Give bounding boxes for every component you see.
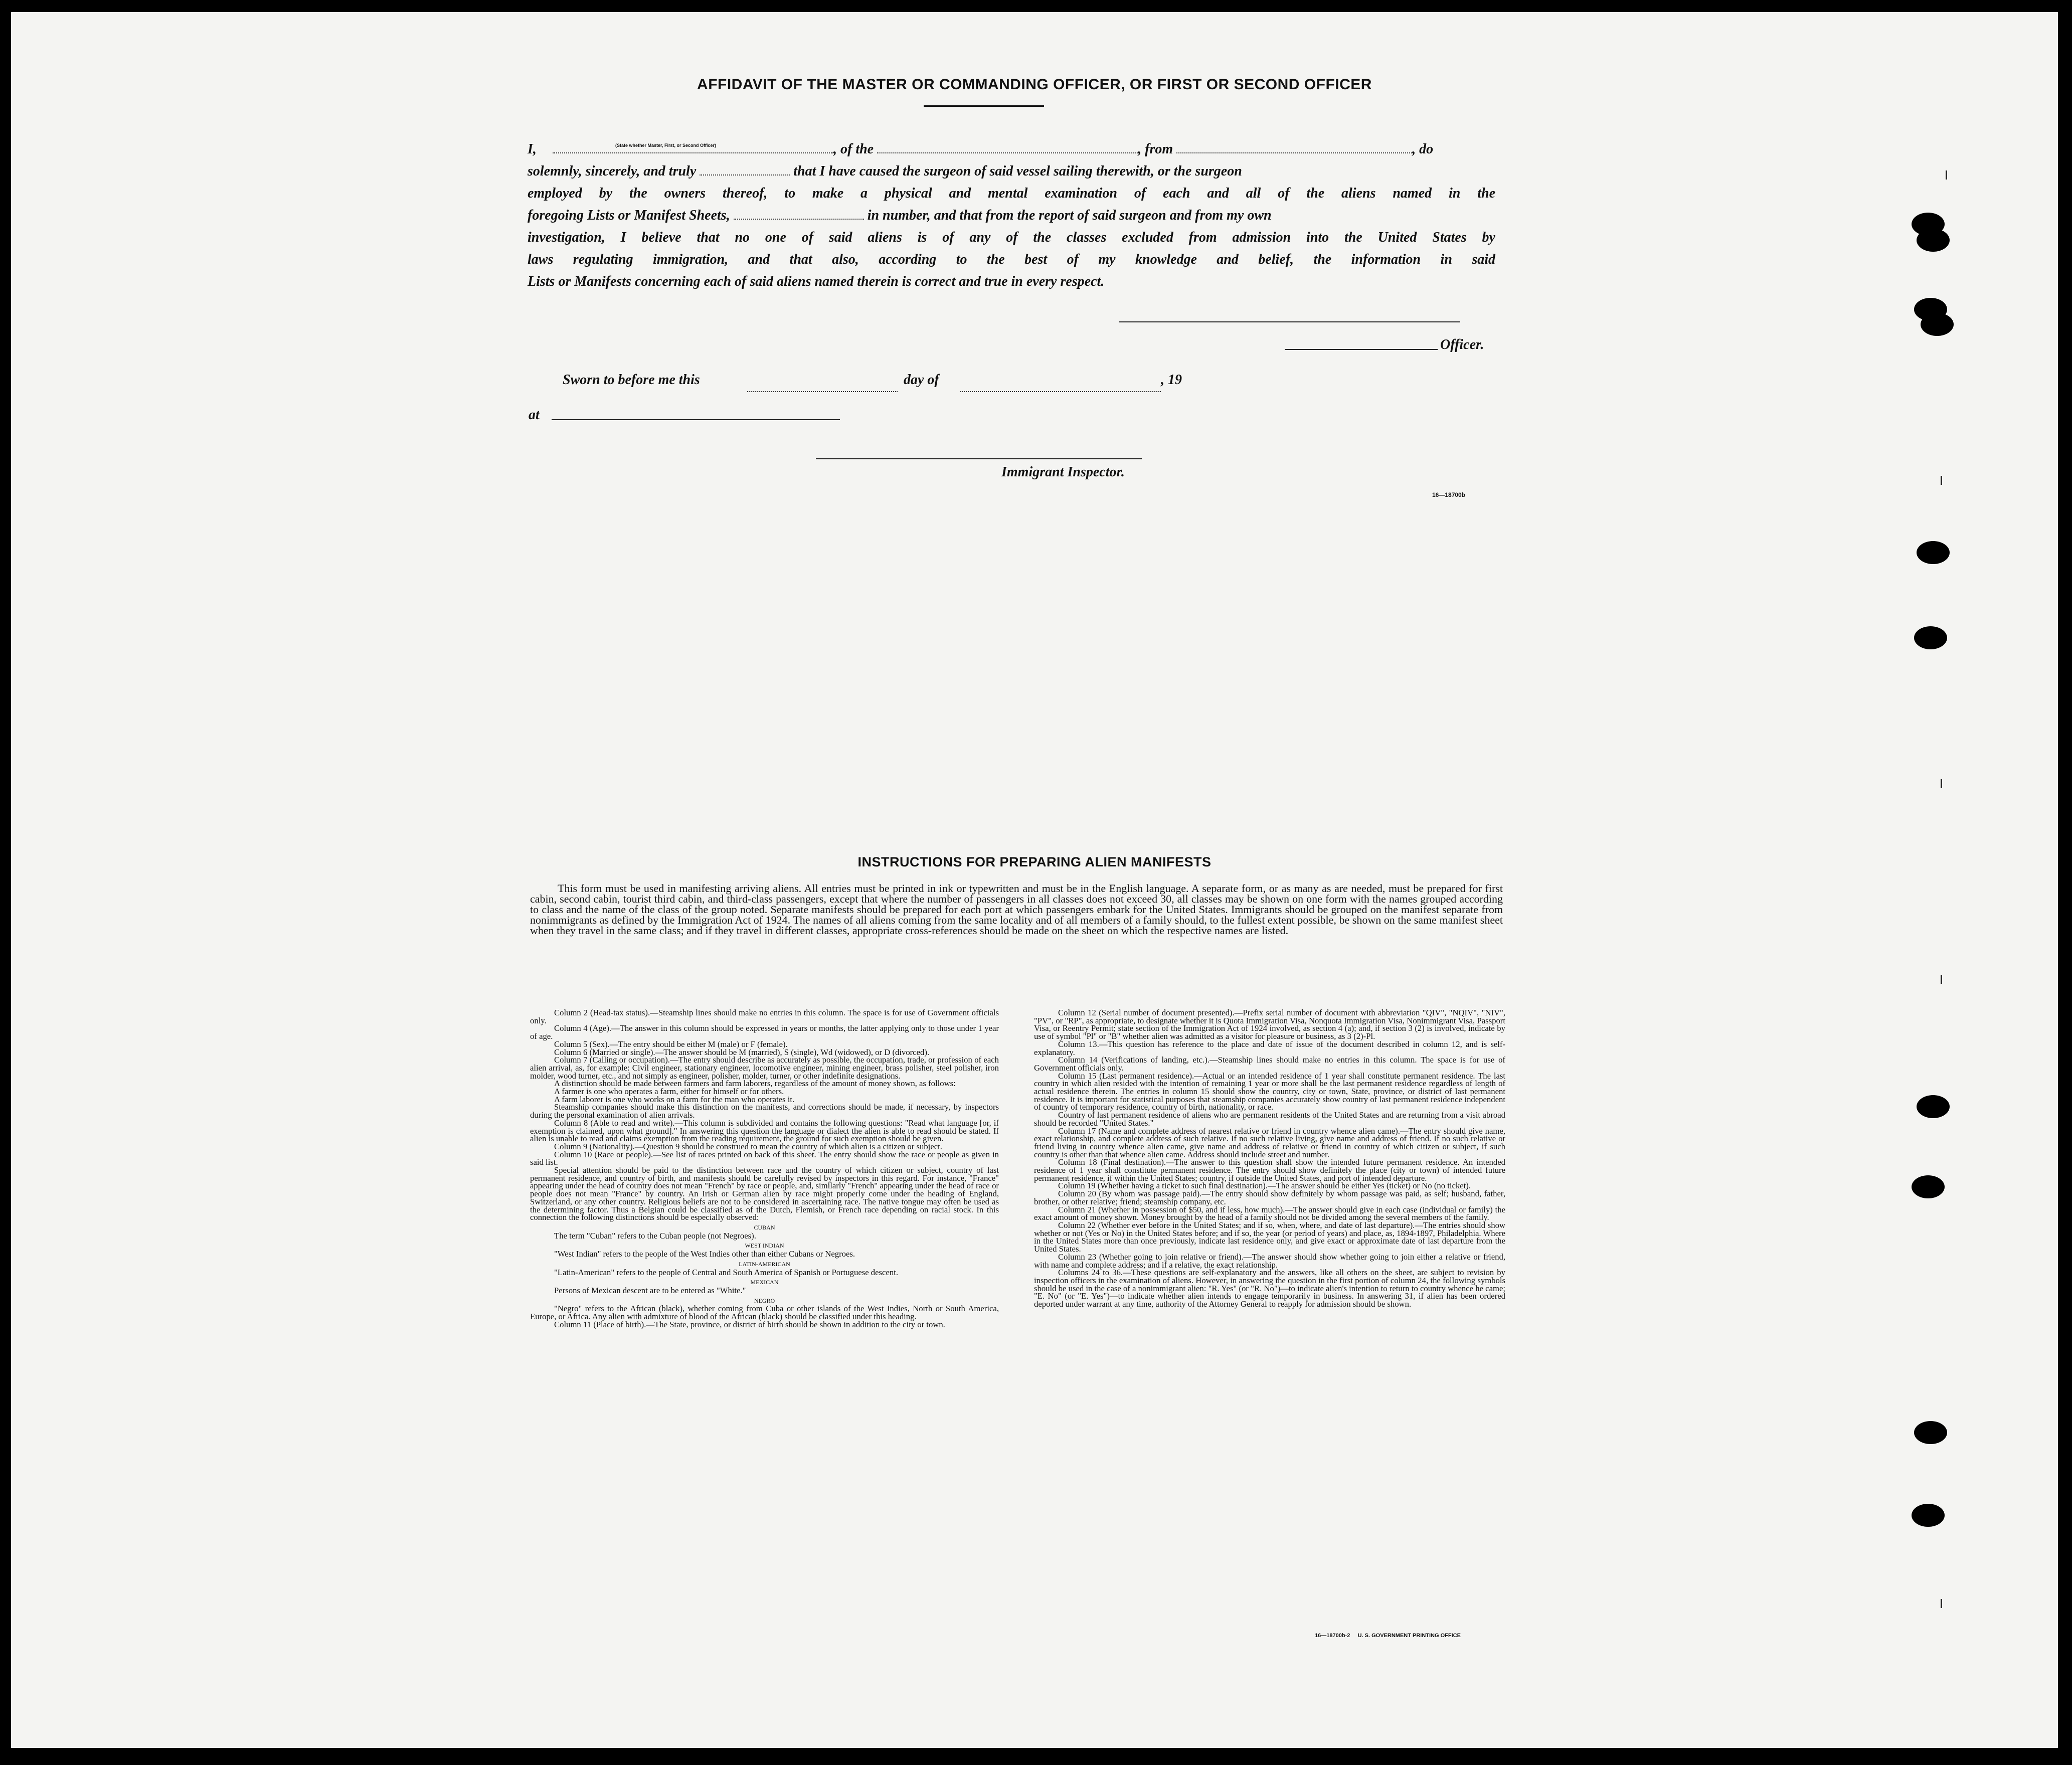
col-paragraph: Column 17 (Name and complete address of nearest relative or friend in country whence alien came).—The entry should give name, exact relationship, and complete address of such relative. If no such relative living, give name and address of friend. If no such relative or friend living in country whence alien came, give name and address of relative or friend in country of which citizen or subject, if such country is other than that whence alien came. Address should include street and number. <box>1034 1126 1505 1159</box>
affidavit-text: , from <box>1138 141 1173 157</box>
punch-hole-icon <box>1917 1095 1950 1118</box>
col-paragraph: Column 4 (Age).—The answer in this column should be expressed in years or months, the latter applying only to those under 1 year of age. <box>530 1023 999 1041</box>
title-divider <box>924 105 1044 107</box>
affidavit-text: , of the <box>833 141 874 157</box>
punch-hole-icon <box>1921 313 1954 336</box>
col-paragraph: Column 20 (By whom was passage paid).—The entry should show definitely by whom passage was paid, as self; husband, father, brother, or other relative; friend; steamship company, etc. <box>1034 1189 1505 1206</box>
sworn-day-blank[interactable] <box>747 383 898 392</box>
officer-rank-note: (State whether Master, First, or Second Officer) <box>615 143 717 148</box>
col-paragraph: Column 10 (Race or people).—See list of races printed on back of this sheet. The entry should show the race or people as given in said list. <box>530 1149 999 1167</box>
edge-mark-icon <box>1946 170 1947 180</box>
col-paragraph: Column 14 (Verifications of landing, etc.).—Steamship lines should make no entries in this column. The space is for use of Government officials only. <box>1034 1055 1505 1073</box>
col-paragraph: Columns 24 to 36.—These questions are self-explanatory and the answers, like all others on the sheet, are subject to revision by inspection officers in the examination of aliens. However, in answering the question in the first portion of column 24, the following symbols should be used in the case of a nonimmigrant alien: "R. Yes" (or "R. No")—to indicate alien's intention to return to country whence he came; "E. No" (or "E. Yes")—to indicate whether alien intends to engage temporarily in business. In answering 31, if alien has been ordered deported under warrant at any time, authority of the Attorney General to reapply for admission should be shown. <box>1034 1268 1505 1309</box>
punch-hole-icon <box>1917 229 1950 252</box>
edge-mark-icon <box>1941 779 1942 788</box>
day-of-label: day of <box>904 372 939 388</box>
affidavit-line-4 <box>528 205 1495 227</box>
col-paragraph: Column 21 (Whether in possession of $50, and if less, how much).—The answer should give in each case (individual or family) the exact amount of money shown. Money brought by the head of a family should not be divided among the several members of the family. <box>1034 1204 1505 1222</box>
affidavit-body <box>528 138 1495 293</box>
col-paragraph: Special attention should be paid to the distinction between race and the country of which citizen or subject, country of last permanent residence, and country of birth, and manifests should be carefully revised by inspectors in this regard. For instance, "France" appearing under the head of country does not mean "French" by race or people, and, similarly "French" appearing under the head of race or people does not mean "France" by country. An Irish or German alien by race might properly come under the heading of England, Switzerland, or any other country. Religious beliefs are not to be considered in ascertaining race. The native tongue may often be used as the determining factor. Thus a Belgian could be classified as of the Dutch, Flemish, or French race depending on racial stock. In this connection the following distinctions should be especially observed: <box>530 1165 999 1222</box>
heading-west-indian: WEST INDIAN <box>745 1242 784 1250</box>
col-paragraph: "Negro" refers to the African (black), whether coming from Cuba or other islands of the West Indies, North or South America, Europe, or Africa. Any alien with admixture of blood of the African (black) should be classified under this heading. <box>530 1304 999 1322</box>
affidavit-line-2 <box>528 160 1495 183</box>
edge-mark-icon <box>1941 1599 1942 1608</box>
instructions-intro <box>530 883 1503 936</box>
affidavit-line-7: Lists or Manifests concerning each of said aliens named therein is correct and true in every respect. <box>528 274 1105 289</box>
footer-printing-office: 16—18700b-2 U. S. GOVERNMENT PRINTING OFFICE <box>1315 1633 1461 1639</box>
instructions-title: INSTRUCTIONS FOR PREPARING ALIEN MANIFESTS <box>857 854 1212 869</box>
col-paragraph: Column 5 (Sex).—The entry should be either M (male) or F (female). <box>554 1039 788 1049</box>
heading-mexican: MEXICAN <box>750 1279 779 1286</box>
heading-negro: NEGRO <box>754 1297 775 1304</box>
col-paragraph: Column 19 (Whether having a ticket to such final destination).—The answer should be either Yes (ticket) or No (no ticket). <box>1058 1181 1471 1191</box>
inspector-label: Immigrant Inspector. <box>1001 464 1125 480</box>
punch-hole-icon <box>1912 1175 1945 1198</box>
affidavit-text: solemnly, sincerely, and truly <box>528 163 697 179</box>
affidavit-text: foregoing Lists or Manifest Sheets, <box>528 208 730 223</box>
col-paragraph: Steamship companies should make this distinction on the manifests, and corrections should be made, if necessary, by inspectors during the personal examination of alien arrivals. <box>530 1102 999 1120</box>
punch-hole-icon <box>1917 541 1950 564</box>
inspector-signature-line[interactable] <box>816 458 1142 459</box>
col-paragraph: Column 18 (Final destination).—The answer to this question shall show the intended future permanent residence. An intended residence of 1 year shall constitute permanent residence. The entry should show definitely the place (city or town) of intended future permanent residence, if within the United States; country, if outside the United States, and port of intended departure. <box>1034 1157 1505 1183</box>
col-paragraph: Column 23 (Whether going to join relative or friend).—The answer should show whether going to join either a relative or friend, with name and complete address; and if a relative, the exact relationship. <box>1034 1252 1505 1270</box>
vessel-name-blank[interactable] <box>877 144 1138 153</box>
col-paragraph: Column 12 (Serial number of document presented).—Prefix serial number of document with abbreviation "QIV", "NQIV", "NIV", "PV", or "RP", as appropriate, to designate whether it is Quota Immigration Visa, Nonquota Immigration Visa, Nonimmigrant Visa, Passport Visa, or Reentry Permit; state section of the Immigration Act of 1924 involved, as section 4 (a); and, if section 3 (2) is involved, indicate by use of symbol "Pl" or "B" whether alien was admitted as a visitor for pleasure or business, as 3 (2)-Pl. <box>1034 1008 1505 1041</box>
affidavit-text: , do <box>1412 141 1434 157</box>
heading-cuban: CUBAN <box>754 1223 775 1231</box>
col-paragraph: "Latin-American" refers to the people of Central and South America of Spanish or Portuguese descent. <box>554 1267 899 1277</box>
col-paragraph: Column 8 (Able to read and write).—This column is subdivided and contains the following questions: "Read what language [or, if exemption is claimed, upon what ground]." In answering this question the language or dialect the alien is able to read should be stated. If alien is unable to read and claims exemption from the reading requirement, the ground for such exemption should be given. <box>530 1118 999 1144</box>
col-paragraph: Column 13.—This question has reference to the place and date of issue of the document described in column 12, and is self-explanatory. <box>1034 1039 1505 1057</box>
affidavit-line-1 <box>528 138 1495 160</box>
sworn-label: Sworn to before me this <box>563 372 700 388</box>
affidavit-text: that I have caused the surgeon of said vessel sailing therewith, or the surgeon <box>793 163 1242 179</box>
signature-line[interactable] <box>1119 321 1460 322</box>
sworn-place-line[interactable] <box>552 419 840 420</box>
col-paragraph: Country of last permanent residence of aliens who are permanent residents of the United States and are returning from a visit abroad should be recorded "United States." <box>1034 1110 1505 1128</box>
officer-title-line[interactable] <box>1285 349 1438 350</box>
col-paragraph: Column 2 (Head-tax status).—Steamship lines should make no entries in this column. The space is for use of Government officials only. <box>530 1008 999 1025</box>
affidavit-line-6: laws regulating immigration, and that also, according to the best of my knowledge and belief, the information in said <box>528 252 1495 267</box>
col-paragraph: A farm laborer is one who works on a farm for the man who operates it. <box>554 1094 795 1104</box>
punch-hole-icon <box>1914 626 1947 649</box>
sworn-month-blank[interactable] <box>960 383 1161 392</box>
affidavit-text: I, <box>528 141 537 157</box>
col-paragraph: Column 9 (Nationality).—Question 9 should be construed to mean the country of which alien is a citizen or subject. <box>554 1141 942 1151</box>
year-label: , 19 <box>1161 372 1182 388</box>
at-label: at <box>529 407 540 423</box>
col-paragraph: A farmer is one who operates a farm, either for himself or for others. <box>554 1087 784 1097</box>
affidavit-text: in number, and that from the report of said surgeon and from my own <box>867 208 1272 223</box>
heading-latin-american: LATIN-AMERICAN <box>739 1260 790 1268</box>
instructions-left-column <box>530 1009 999 1328</box>
sworn-blank[interactable] <box>700 166 790 175</box>
col-paragraph: Column 7 (Calling or occupation).—The entry should describe as accurately as possible, the occupation, trade, or profession of each alien arrival, as, for example: Civil engineer, stationary engineer, locomotive engineer, mining engineer, brass polisher, steel polisher, iron molder, wood turner, etc., and not simply as engineer, polisher, molder, turner, or other indefinite designations. <box>530 1055 999 1081</box>
officer-label: Officer. <box>1440 337 1484 352</box>
edge-mark-icon <box>1941 975 1942 984</box>
edge-mark-icon <box>1941 476 1942 485</box>
col-paragraph: Column 11 (Place of birth).—The State, province, or district of birth should be shown in addition to the city or town. <box>554 1319 945 1329</box>
punch-hole-icon <box>1912 1504 1945 1527</box>
col-paragraph: The term "Cuban" refers to the Cuban people (not Negroes). <box>554 1230 756 1241</box>
manifest-back-sheet <box>11 12 2058 1748</box>
intro-paragraph: This form must be used in manifesting arriving aliens. All entries must be printed in ink or typewritten and must be in the English language. A separate form, or as many as are needed, must be prepared for first cabin, second cabin, tourist third cabin, and third-class passengers, except that where the number of passengers in all classes does not exceed 30, all classes may be shown on one form with the names grouped according to class and the name of the class of the group noted. Separate manifests should be prepared for each port at which passengers embark for the United States. Immigrants should be grouped on the manifest separate from nonimmigrants as defined by the Immigration Act of 1924. The names of all aliens coming from the same locality and of all members of a family should, to the fullest extent possible, be shown on the same manifest sheet when they travel in the same class; and if they travel in different classes, appropriate cross-references should be made on the sheet on which the respective names are listed. <box>530 882 1503 937</box>
instructions-right-column <box>1034 1009 1505 1308</box>
punch-hole-icon <box>1914 1421 1947 1444</box>
col-paragraph: "West Indian" refers to the people of the West Indies other than either Cubans or Negroes. <box>554 1249 855 1259</box>
col-paragraph: A distinction should be made between farmers and farm laborers, regardless of the amount of money shown, as follows: <box>554 1079 956 1089</box>
form-number: 16—18700b <box>1432 491 1466 498</box>
affidavit-line-5: investigation, I believe that no one of said aliens is of any of the classes excluded from admission into the United States by <box>528 230 1495 245</box>
col-paragraph: Persons of Mexican descent are to be entered as "White." <box>554 1285 746 1295</box>
affidavit-line-3: employed by the owners thereof, to make a physical and mental examination of each and all of the aliens named in the <box>528 186 1495 201</box>
col-paragraph: Column 15 (Last permanent residence).—Actual or an intended residence of 1 year shall constitute permanent residence. The last country in which alien resided with the intention of remaining 1 year or more shall be the last permanent residence regardless of length of actual residence therein. The entries in column 15 should show the country, city or town, State, province, or district of last permanent residence. It is important for statistical purposes that steamship companies accurately show country of last permanent residence independent of country of temporary residence, country of birth, nationality, or race. <box>1034 1071 1505 1112</box>
number-of-sheets-blank[interactable] <box>734 211 864 220</box>
col-paragraph: Column 22 (Whether ever before in the United States; and if so, when, where, and date of last departure).—The entries should show whether or not (Yes or No) in the United States before; and if so, the year (or period of years) and place, as, 1894-1897, Philadelphia. Where in the United States more than once previously, indicate last residence only, and give exact or approximate date of last departure from the United States. <box>1034 1220 1505 1254</box>
affidavit-title: AFFIDAVIT OF THE MASTER OR COMMANDING OFFICER, OR FIRST OR SECOND OFFICER <box>697 76 1372 93</box>
col-paragraph: Column 6 (Married or single).—The answer should be M (married), S (single), Wd (widowed), or D (divorced). <box>554 1047 930 1057</box>
from-port-blank[interactable] <box>1176 144 1412 153</box>
